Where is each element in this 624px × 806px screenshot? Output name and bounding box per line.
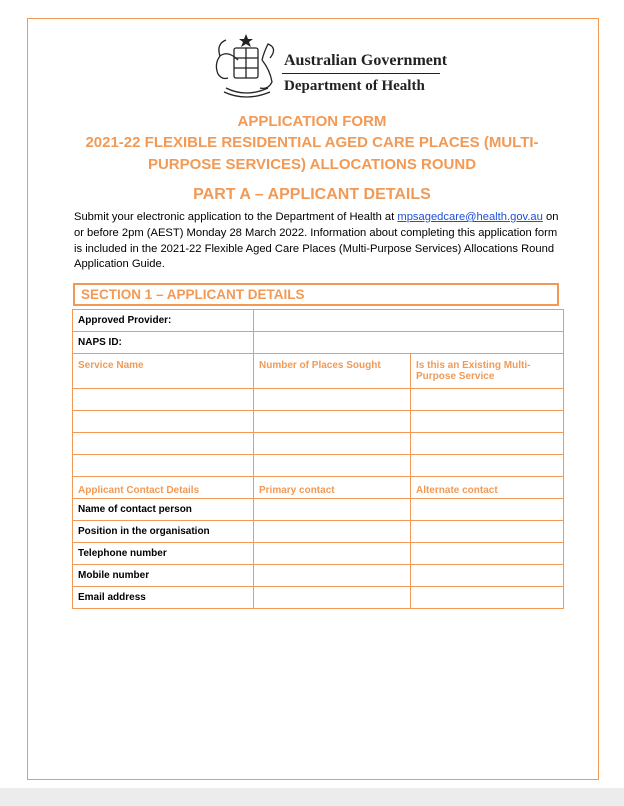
page-bottom-margin xyxy=(0,788,624,806)
primary-contact-mobile-field[interactable] xyxy=(254,565,411,587)
naps-id-field[interactable] xyxy=(254,332,564,354)
naps-id-label: NAPS ID: xyxy=(73,332,254,354)
primary-contact-position-field[interactable] xyxy=(254,521,411,543)
form-subtitle-line-2: PURPOSE SERVICES) ALLOCATIONS ROUND xyxy=(147,156,477,173)
government-name: Australian Government xyxy=(284,52,448,69)
existing-mps-cell[interactable] xyxy=(411,389,564,411)
places-sought-cell[interactable] xyxy=(254,433,411,455)
form-title: APPLICATION FORM xyxy=(237,113,387,130)
approved-provider-field[interactable] xyxy=(254,310,564,332)
alternate-contact-header: Alternate contact xyxy=(411,477,564,499)
existing-mps-cell[interactable] xyxy=(411,411,564,433)
service-name-cell[interactable] xyxy=(73,455,254,477)
primary-contact-header: Primary contact xyxy=(254,477,411,499)
existing-mps-cell[interactable] xyxy=(411,433,564,455)
places-sought-header: Number of Places Sought xyxy=(254,354,411,389)
service-name-header: Service Name xyxy=(73,354,254,389)
alternate-contact-email-field[interactable] xyxy=(411,587,564,609)
contact-position-label: Position in the organisation xyxy=(73,521,254,543)
intro-text-1: Submit your electronic application to the Department of Health at xyxy=(74,211,398,223)
alternate-contact-position-field[interactable] xyxy=(411,521,564,543)
contact-details-header: Applicant Contact Details xyxy=(73,477,254,499)
star-icon xyxy=(239,34,253,47)
applicant-details-table xyxy=(72,309,564,609)
service-name-cell[interactable] xyxy=(73,389,254,411)
contact-email-label: Email address xyxy=(73,587,254,609)
places-sought-cell[interactable] xyxy=(254,411,411,433)
intro-paragraph xyxy=(74,210,564,273)
primary-contact-name-field[interactable] xyxy=(254,499,411,521)
section-1-heading: SECTION 1 – APPLICANT DETAILS xyxy=(73,283,559,306)
email-link[interactable]: mpsagedcare@health.gov.au xyxy=(397,211,543,223)
contact-mobile-label: Mobile number xyxy=(73,565,254,587)
alternate-contact-mobile-field[interactable] xyxy=(411,565,564,587)
service-name-cell[interactable] xyxy=(73,433,254,455)
places-sought-cell[interactable] xyxy=(254,455,411,477)
contact-telephone-label: Telephone number xyxy=(73,543,254,565)
part-heading: PART A – APPLICANT DETAILS xyxy=(193,186,431,203)
contact-name-label: Name of contact person xyxy=(73,499,254,521)
places-sought-cell[interactable] xyxy=(254,389,411,411)
primary-contact-telephone-field[interactable] xyxy=(254,543,411,565)
existing-mps-cell[interactable] xyxy=(411,455,564,477)
service-name-cell[interactable] xyxy=(73,411,254,433)
alternate-contact-telephone-field[interactable] xyxy=(411,543,564,565)
logo-divider xyxy=(282,73,440,74)
approved-provider-label: Approved Provider: xyxy=(73,310,254,332)
primary-contact-email-field[interactable] xyxy=(254,587,411,609)
form-subtitle-line-1: 2021-22 FLEXIBLE RESIDENTIAL AGED CARE PLACES (MULTI- xyxy=(85,134,539,151)
intro-text-2: on or before 2pm (AEST) Monday 28 March 2022. Information about completing this application form is included in the 2021-22 Flexible Aged Care Places (Multi-Purpose Services) Allocations Round Application Guide. xyxy=(74,211,559,271)
alternate-contact-name-field[interactable] xyxy=(411,499,564,521)
existing-mps-header: Is this an Existing Multi-Purpose Service xyxy=(411,354,564,389)
department-name: Department of Health xyxy=(284,78,425,94)
